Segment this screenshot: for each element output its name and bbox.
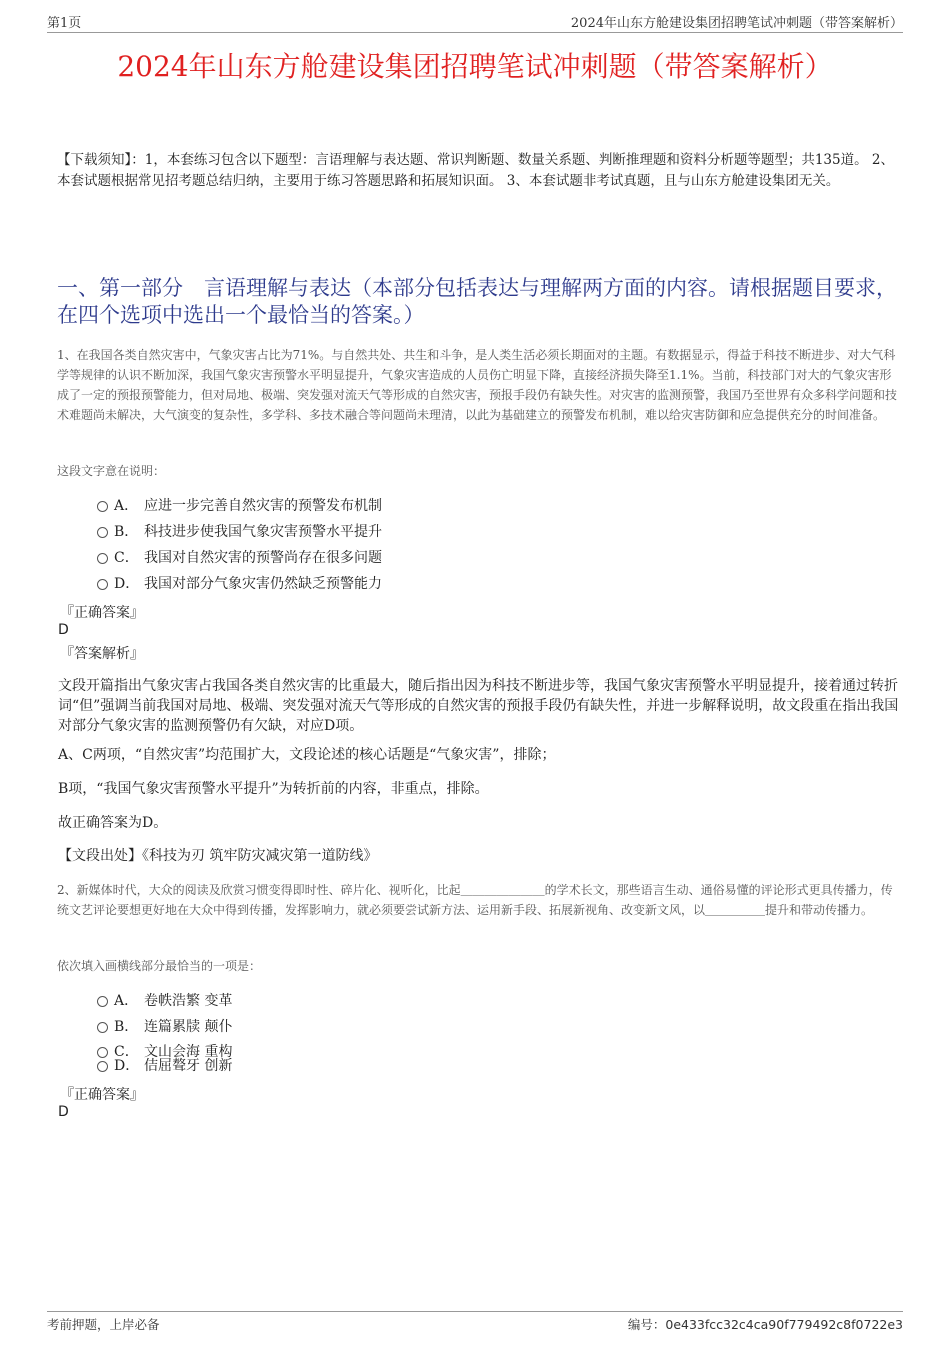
answer-value: D bbox=[58, 622, 69, 638]
analysis-paragraph: B项，“我国气象灾害预警水平提升”为转折前的内容，非重点，排除。 bbox=[58, 781, 489, 797]
radio-icon[interactable] bbox=[97, 1061, 108, 1072]
section-heading: 一、第一部分 言语理解与表达（本部分包括表达与理解两方面的内容。请根据题目要求，在四个选项中选出一个最恰当的答案。） bbox=[57, 276, 897, 327]
radio-icon[interactable] bbox=[97, 553, 108, 564]
question-2-text: 2、新媒体时代，大众的阅读及欣赏习惯变得即时性、碎片化、视听化，比起＿＿＿＿＿＿＿的学术长文，那些语言生动、通俗易懂的评论形式更具传播力，传统文艺评论要想更好地在大众中得到传播，发挥影响力，就必须要尝试新方法、运用新手段、拓展新视角、改变新文风，以＿＿＿＿＿提升和带动传播力。 bbox=[57, 883, 893, 917]
radio-icon[interactable] bbox=[97, 996, 108, 1007]
option-letter: A． bbox=[114, 993, 139, 1009]
question-1-option-c[interactable] bbox=[97, 548, 382, 568]
question-1-option-b[interactable] bbox=[97, 522, 382, 542]
page-number: 第1页 bbox=[47, 16, 82, 31]
analysis-paragraph: 文段开篇指出气象灾害占我国各类自然灾害的比重最大，随后指出因为科技不断进步等，我国气象灾害预警水平明显提升，接着通过转折词“但”强调当前我国对局地、极端、突发强对流天气等形成的自然灾害的预报手段仍有缺失性，并进一步解释说明，故文段重在指出我国对部分气象灾害的监测预警仍有欠缺，对应D项。 bbox=[58, 678, 899, 734]
option-letter: C． bbox=[114, 1044, 139, 1060]
option-text: 科技进步使我国气象灾害预警水平提升 bbox=[144, 524, 382, 540]
option-letter: C． bbox=[114, 550, 139, 566]
option-letter: B． bbox=[114, 524, 139, 540]
radio-icon[interactable] bbox=[97, 579, 108, 590]
analysis-paragraph: A、C两项，“自然灾害”均范围扩大，文段论述的核心话题是“气象灾害”，排除； bbox=[58, 747, 556, 763]
question-2-option-b[interactable] bbox=[97, 1017, 232, 1037]
document-code: 编号：0e433fcc32c4ca90f779492c8f0722e3 bbox=[627, 1317, 903, 1332]
question-1-option-a[interactable] bbox=[97, 496, 382, 516]
option-text: 卷帙浩繁 变革 bbox=[144, 993, 233, 1009]
radio-icon[interactable] bbox=[97, 501, 108, 512]
question-1-text: 1、在我国各类自然灾害中，气象灾害占比为71%。与自然共处、共生和斗争，是人类生活必须长期面对的主题。有数据显示，得益于科技不断进步、对大气科学等规律的认识不断加深，我国气象灾害预警水平明显提升，气象灾害造成的人员伤亡明显下降，直接经济损失降至1.1%。当前，科技部门对大的气象灾害形成了一定的预报预警能力，但对局地、极端、突发强对流天气等形成的自然灾害，预报手段仍有缺失性。对灾害的监测预警，我国乃至世界有众多科学问题和技术难题尚未解决，大气演变的复杂性，多学科、多技术融合等问题尚未理清，以此为基础建立的预警发布机制，难以给灾害防御和应急提供充分的时间准备。 bbox=[57, 348, 898, 422]
option-text: 文山会海 重构 bbox=[144, 1044, 233, 1060]
download-notice: 【下载须知】：1，本套练习包含以下题型：言语理解与表达题、常识判断题、数量关系题、判断推理题和资料分析题等题型；共135道。 2、本套试题根据常见招考题总结归纳，主要用于练习答题思路和拓展知识面。 3、本套试题非考试真题，且与山东方舱建设集团无关。 bbox=[57, 152, 894, 189]
question-1-option-d[interactable] bbox=[97, 574, 382, 594]
question-2-option-a[interactable] bbox=[97, 991, 232, 1011]
footer-slogan: 考前押题，上岸必备 bbox=[47, 1317, 160, 1332]
option-letter: A． bbox=[114, 498, 139, 514]
question-2-option-d[interactable] bbox=[97, 1056, 232, 1076]
fill-blank: ＿＿＿＿＿＿＿ bbox=[460, 883, 545, 897]
analysis-conclusion: 故正确答案为D。 bbox=[58, 815, 168, 831]
option-text: 应进一步完善自然灾害的预警发布机制 bbox=[144, 498, 382, 514]
answer-label: 『正确答案』 bbox=[60, 1087, 144, 1103]
question-1-prompt: 这段文字意在说明： bbox=[57, 464, 166, 478]
option-letter: D． bbox=[114, 576, 140, 592]
option-letter: B． bbox=[114, 1019, 139, 1035]
option-text: 我国对部分气象灾害仍然缺乏预警能力 bbox=[144, 576, 382, 592]
analysis-label: 『答案解析』 bbox=[60, 646, 144, 662]
option-text: 佶屈聱牙 创新 bbox=[144, 1058, 233, 1074]
fill-blank: ＿＿＿＿＿ bbox=[705, 903, 766, 917]
header-divider bbox=[47, 32, 903, 33]
answer-value: D bbox=[58, 1104, 69, 1120]
radio-icon[interactable] bbox=[97, 1022, 108, 1033]
passage-source: 【文段出处】《科技为刃 筑牢防灾减灾第一道防线》 bbox=[58, 848, 378, 864]
option-letter: D． bbox=[114, 1058, 140, 1074]
option-text: 我国对自然灾害的预警尚存在很多问题 bbox=[144, 550, 382, 566]
document-title: 2024年山东方舱建设集团招聘笔试冲刺题（带答案解析） bbox=[117, 50, 833, 83]
option-text: 连篇累牍 颠仆 bbox=[144, 1019, 233, 1035]
footer-divider bbox=[47, 1311, 903, 1312]
answer-label: 『正确答案』 bbox=[60, 605, 144, 621]
radio-icon[interactable] bbox=[97, 527, 108, 538]
question-2-prompt: 依次填入画横线部分最恰当的一项是： bbox=[57, 959, 262, 973]
running-title: 2024年山东方舱建设集团招聘笔试冲刺题（带答案解析） bbox=[570, 16, 903, 31]
